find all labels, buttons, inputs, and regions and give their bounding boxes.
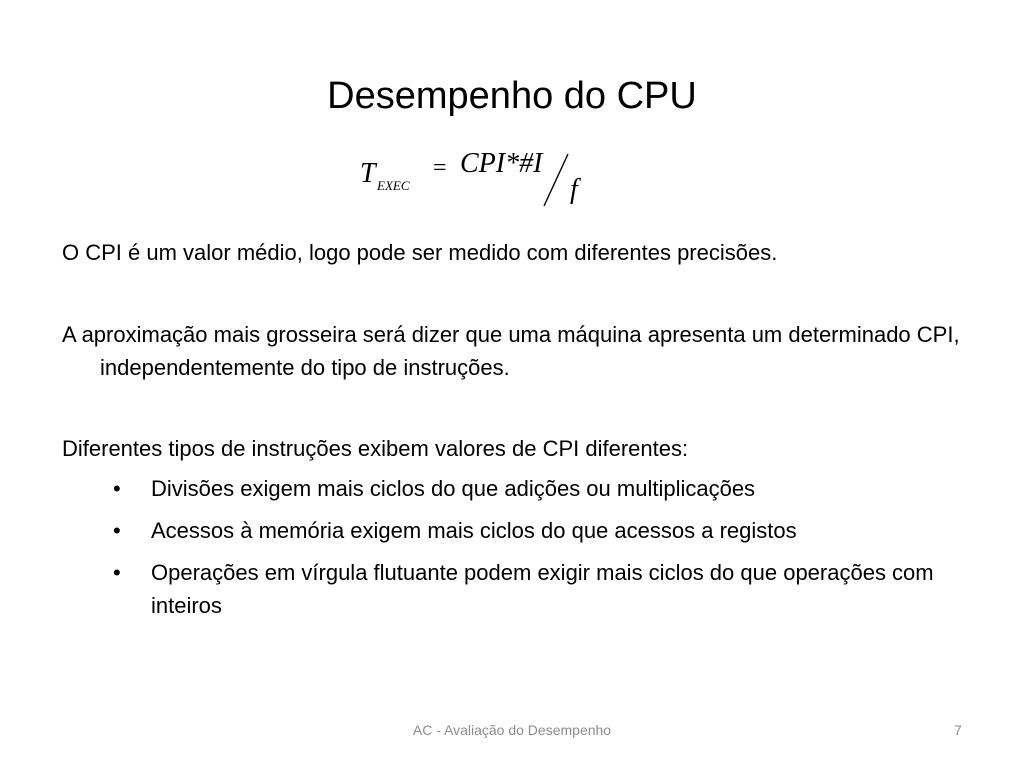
paragraph-rough-approximation: A aproximação mais grosseira será dizer que uma máquina apresenta um determinado CPI, independentemente do tipo de instruções. bbox=[62, 322, 960, 380]
bullet-list bbox=[62, 472, 962, 622]
bullet-marker: • bbox=[113, 518, 121, 543]
formula-fraction-slash bbox=[540, 152, 572, 208]
bullet-item bbox=[62, 556, 962, 622]
formula-numerator: CPI*#I bbox=[460, 148, 543, 179]
bullet-text: Operações em vírgula flutuante podem exigir mais ciclos do que operações com inteiros bbox=[151, 560, 934, 618]
slide-body bbox=[62, 236, 962, 631]
bullet-text: Acessos à memória exigem mais ciclos do que acessos a registos bbox=[151, 518, 797, 543]
bullet-text: Divisões exigem mais ciclos do que adições ou multiplicações bbox=[151, 476, 756, 501]
bullet-item bbox=[62, 472, 962, 505]
bullet-marker: • bbox=[113, 560, 121, 585]
paragraph-cpi-average: O CPI é um valor médio, logo pode ser medido com diferentes precisões. bbox=[62, 240, 778, 265]
slide-footer: AC - Avaliação do Desempenho bbox=[412, 722, 612, 738]
formula-lhs-subscript: EXEC bbox=[377, 178, 410, 193]
formula-denominator: f bbox=[570, 174, 578, 205]
bullet-item bbox=[62, 514, 962, 547]
paragraph-instruction-types: Diferentes tipos de instruções exibem valores de CPI diferentes: bbox=[62, 436, 689, 461]
cpu-time-formula bbox=[358, 146, 598, 212]
formula-lhs: T bbox=[360, 158, 376, 189]
formula-equals: = bbox=[433, 155, 447, 181]
slide-title: Desempenho do CPU bbox=[327, 75, 697, 117]
page-number: 7 bbox=[954, 722, 962, 738]
bullet-marker: • bbox=[113, 476, 121, 501]
